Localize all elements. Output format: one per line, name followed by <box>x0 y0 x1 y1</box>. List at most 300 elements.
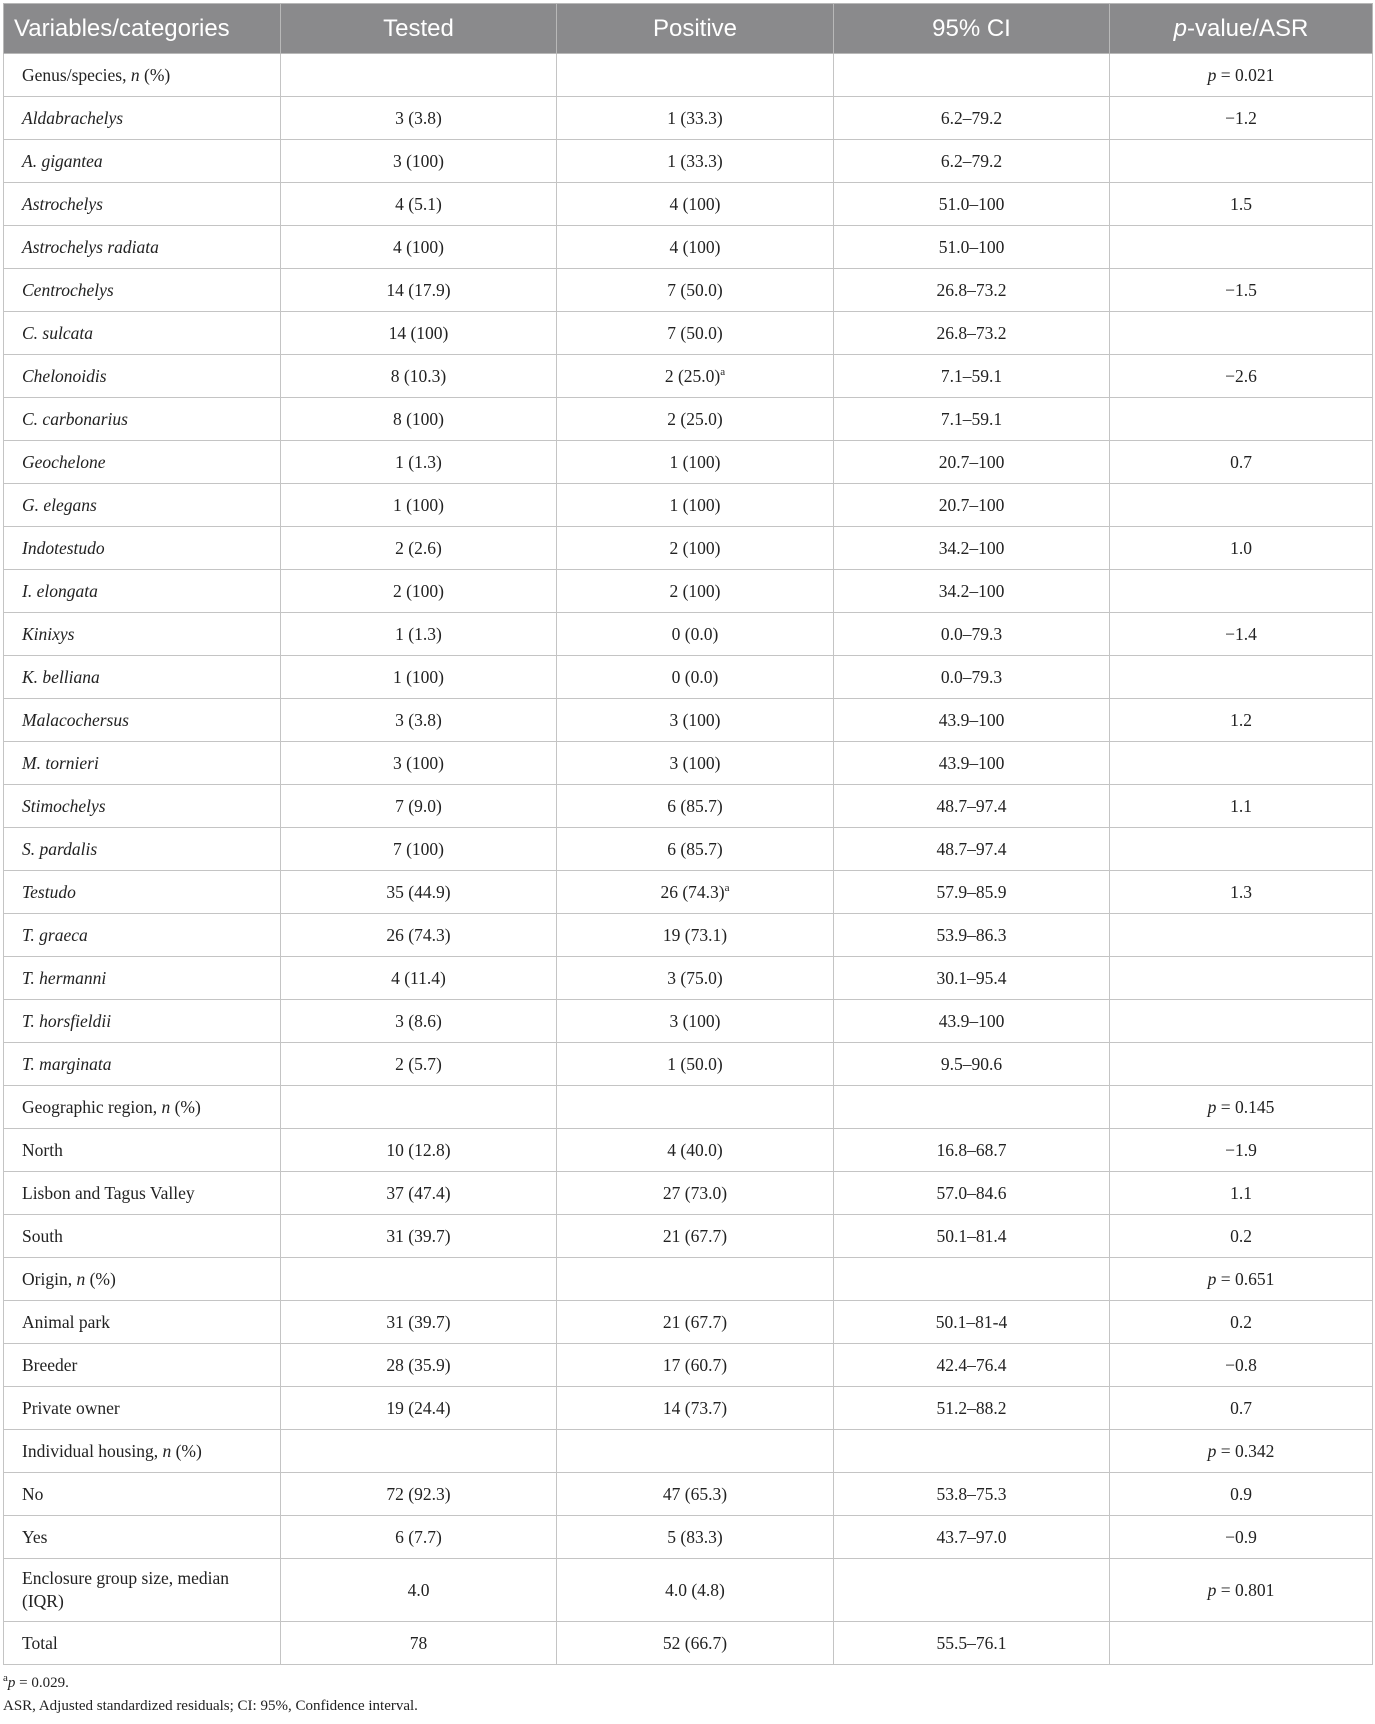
cell-ci: 53.8–75.3 <box>834 1473 1110 1516</box>
variable-unit: (%) <box>171 1440 202 1461</box>
cell-positive <box>557 441 834 484</box>
cell-pvalue <box>1110 570 1373 613</box>
cell-ci: 26.8–73.2 <box>834 312 1110 355</box>
cell-tested: 14 (17.9) <box>281 269 557 312</box>
results-table <box>3 3 1373 1665</box>
cell-variable <box>4 1559 281 1622</box>
cell-positive <box>557 527 834 570</box>
cell-positive <box>557 1344 834 1387</box>
table-row <box>4 1258 1373 1301</box>
cell-ci: 20.7–100 <box>834 441 1110 484</box>
cell-positive <box>557 828 834 871</box>
pvalue-value: −0.9 <box>1225 1526 1257 1547</box>
table-row <box>4 570 1373 613</box>
cell-tested: 2 (2.6) <box>281 527 557 570</box>
table-footnotes <box>3 1672 418 1718</box>
cell-positive <box>557 54 834 97</box>
positive-value: 2 (25.0) <box>664 365 721 386</box>
pvalue-value: 1.1 <box>1230 795 1252 816</box>
table-row <box>4 613 1373 656</box>
cell-variable <box>4 1258 281 1301</box>
table-row <box>4 54 1373 97</box>
pvalue-value: 0.7 <box>1230 451 1252 472</box>
cell-tested: 37 (47.4) <box>281 1172 557 1215</box>
cell-pvalue <box>1110 828 1373 871</box>
variable-label: T. horsfieldii <box>22 1010 112 1031</box>
cell-ci: 34.2–100 <box>834 527 1110 570</box>
pvalue-value: −1.2 <box>1225 107 1257 128</box>
pvalue-value: −1.5 <box>1225 279 1257 300</box>
cell-ci: 50.1–81-4 <box>834 1301 1110 1344</box>
cell-positive <box>557 140 834 183</box>
positive-value: 5 (83.3) <box>667 1526 723 1547</box>
pvalue-value: −1.4 <box>1225 623 1257 644</box>
cell-ci: 9.5–90.6 <box>834 1043 1110 1086</box>
cell-pvalue <box>1110 398 1373 441</box>
variable-label: Origin, <box>22 1268 77 1289</box>
cell-variable <box>4 140 281 183</box>
cell-pvalue <box>1110 1344 1373 1387</box>
p-letter: p <box>1207 1579 1217 1600</box>
cell-pvalue <box>1110 1129 1373 1172</box>
cell-positive <box>557 1086 834 1129</box>
cell-positive <box>557 312 834 355</box>
cell-positive <box>557 1430 834 1473</box>
cell-positive <box>557 1258 834 1301</box>
cell-positive <box>557 1215 834 1258</box>
cell-positive <box>557 226 834 269</box>
cell-positive <box>557 957 834 1000</box>
variable-label: C. sulcata <box>22 322 93 343</box>
cell-positive <box>557 1622 834 1665</box>
cell-tested: 6 (7.7) <box>281 1516 557 1559</box>
variable-label: Private owner <box>22 1397 120 1418</box>
table-row <box>4 1301 1373 1344</box>
cell-ci: 6.2–79.2 <box>834 140 1110 183</box>
cell-variable <box>4 871 281 914</box>
cell-variable <box>4 828 281 871</box>
variable-label: Stimochelys <box>22 795 106 816</box>
cell-tested: 1 (1.3) <box>281 613 557 656</box>
cell-variable <box>4 527 281 570</box>
cell-tested: 4 (100) <box>281 226 557 269</box>
cell-positive <box>557 1559 834 1622</box>
variable-label: Individual housing, <box>22 1440 163 1461</box>
cell-variable <box>4 742 281 785</box>
variable-label: Chelonoidis <box>22 365 107 386</box>
p-letter: p <box>1207 1440 1217 1461</box>
cell-pvalue <box>1110 785 1373 828</box>
cell-pvalue <box>1110 656 1373 699</box>
pvalue-value: 0.2 <box>1230 1225 1252 1246</box>
cell-ci: 7.1–59.1 <box>834 398 1110 441</box>
cell-tested: 26 (74.3) <box>281 914 557 957</box>
header-positive: Positive <box>557 4 834 54</box>
cell-pvalue <box>1110 742 1373 785</box>
cell-pvalue <box>1110 527 1373 570</box>
variable-label: T. hermanni <box>22 967 107 988</box>
positive-value: 3 (100) <box>669 752 721 773</box>
table-row <box>4 226 1373 269</box>
table-row <box>4 140 1373 183</box>
positive-value: 4 (100) <box>669 193 721 214</box>
variable-label: Testudo <box>22 881 76 902</box>
cell-positive <box>557 1043 834 1086</box>
positive-value: 3 (75.0) <box>667 967 723 988</box>
variable-unit: (%) <box>139 64 171 85</box>
cell-positive <box>557 1000 834 1043</box>
cell-tested: 7 (100) <box>281 828 557 871</box>
positive-value: 4.0 (4.8) <box>665 1579 725 1600</box>
positive-value: 21 (67.7) <box>662 1311 728 1332</box>
positive-value: 47 (65.3) <box>662 1483 728 1504</box>
cell-tested: 4.0 <box>281 1559 557 1622</box>
variable-label: K. belliana <box>22 666 100 687</box>
cell-pvalue <box>1110 355 1373 398</box>
cell-variable <box>4 355 281 398</box>
cell-pvalue <box>1110 269 1373 312</box>
variable-label: No <box>22 1483 44 1504</box>
cell-ci: 6.2–79.2 <box>834 97 1110 140</box>
cell-pvalue <box>1110 1258 1373 1301</box>
cell-positive <box>557 742 834 785</box>
cell-pvalue <box>1110 1086 1373 1129</box>
table-row <box>4 97 1373 140</box>
cell-tested: 8 (100) <box>281 398 557 441</box>
table-row <box>4 1215 1373 1258</box>
variable-label: Indotestudo <box>22 537 105 558</box>
positive-value: 4 (40.0) <box>667 1139 723 1160</box>
cell-pvalue <box>1110 226 1373 269</box>
cell-pvalue <box>1110 1559 1373 1622</box>
cell-pvalue <box>1110 914 1373 957</box>
pvalue-value: −2.6 <box>1225 365 1257 386</box>
cell-ci: 0.0–79.3 <box>834 656 1110 699</box>
positive-value: 1 (100) <box>669 451 721 472</box>
positive-value: 4 (100) <box>669 236 721 257</box>
header-ci: 95% CI <box>834 4 1110 54</box>
cell-pvalue <box>1110 1043 1373 1086</box>
positive-value: 0 (0.0) <box>671 666 719 687</box>
variable-label: G. elegans <box>22 494 97 515</box>
table-row <box>4 742 1373 785</box>
footnote-a-p: p <box>7 1675 16 1691</box>
pvalue-value: 0.2 <box>1230 1311 1252 1332</box>
cell-ci: 51.0–100 <box>834 183 1110 226</box>
cell-positive <box>557 1129 834 1172</box>
pvalue-value: = 0.651 <box>1216 1268 1275 1289</box>
cell-tested <box>281 1086 557 1129</box>
cell-ci: 20.7–100 <box>834 484 1110 527</box>
cell-positive <box>557 871 834 914</box>
table-row <box>4 398 1373 441</box>
variable-label: A. gigantea <box>22 150 103 171</box>
cell-tested: 3 (100) <box>281 140 557 183</box>
cell-ci <box>834 1559 1110 1622</box>
cell-ci: 26.8–73.2 <box>834 269 1110 312</box>
positive-value: 6 (85.7) <box>667 795 723 816</box>
positive-value: 2 (100) <box>669 537 721 558</box>
positive-value: 14 (73.7) <box>662 1397 728 1418</box>
table-header-row <box>4 4 1373 54</box>
variable-label: Lisbon and Tagus Valley <box>22 1182 195 1203</box>
variable-label: North <box>22 1139 63 1160</box>
cell-positive <box>557 1301 834 1344</box>
variable-label: Yes <box>22 1526 48 1547</box>
cell-tested <box>281 54 557 97</box>
cell-variable <box>4 1129 281 1172</box>
table-row <box>4 871 1373 914</box>
positive-value: 0 (0.0) <box>671 623 719 644</box>
positive-value: 3 (100) <box>669 1010 721 1031</box>
pvalue-value: = 0.801 <box>1216 1579 1275 1600</box>
table-row <box>4 1000 1373 1043</box>
cell-variable <box>4 1516 281 1559</box>
cell-pvalue <box>1110 183 1373 226</box>
cell-ci: 48.7–97.4 <box>834 785 1110 828</box>
table-row <box>4 828 1373 871</box>
cell-ci <box>834 1430 1110 1473</box>
cell-pvalue <box>1110 1387 1373 1430</box>
cell-positive <box>557 570 834 613</box>
cell-variable <box>4 1622 281 1665</box>
cell-tested <box>281 1430 557 1473</box>
cell-pvalue <box>1110 699 1373 742</box>
cell-variable <box>4 785 281 828</box>
variable-unit: (%) <box>85 1268 116 1289</box>
variable-label: Geographic region, <box>22 1096 162 1117</box>
cell-positive <box>557 269 834 312</box>
variable-label: Total <box>22 1632 58 1653</box>
variable-label: Geochelone <box>22 451 106 472</box>
cell-ci: 57.0–84.6 <box>834 1172 1110 1215</box>
table-row <box>4 484 1373 527</box>
table-row <box>4 1473 1373 1516</box>
cell-ci: 51.0–100 <box>834 226 1110 269</box>
cell-ci: 43.9–100 <box>834 1000 1110 1043</box>
cell-tested: 31 (39.7) <box>281 1215 557 1258</box>
cell-positive <box>557 484 834 527</box>
table-row <box>4 1430 1373 1473</box>
cell-pvalue <box>1110 1172 1373 1215</box>
variable-label: M. tornieri <box>22 752 99 773</box>
table-row <box>4 183 1373 226</box>
cell-pvalue <box>1110 1000 1373 1043</box>
positive-value: 26 (74.3) <box>660 881 725 902</box>
p-letter: p <box>1207 64 1217 85</box>
cell-tested: 28 (35.9) <box>281 1344 557 1387</box>
pvalue-value: 1.5 <box>1230 193 1252 214</box>
cell-ci: 0.0–79.3 <box>834 613 1110 656</box>
cell-pvalue <box>1110 1215 1373 1258</box>
cell-positive <box>557 355 834 398</box>
variable-label: Kinixys <box>22 623 75 644</box>
pvalue-value: = 0.145 <box>1216 1096 1275 1117</box>
cell-positive <box>557 914 834 957</box>
pvalue-value: 1.1 <box>1230 1182 1252 1203</box>
cell-ci: 53.9–86.3 <box>834 914 1110 957</box>
cell-tested: 3 (3.8) <box>281 97 557 140</box>
cell-ci: 42.4–76.4 <box>834 1344 1110 1387</box>
cell-variable <box>4 312 281 355</box>
variable-label: C. carbonarius <box>22 408 128 429</box>
cell-variable <box>4 699 281 742</box>
table-row <box>4 699 1373 742</box>
cell-positive <box>557 656 834 699</box>
cell-tested: 1 (1.3) <box>281 441 557 484</box>
cell-ci: 43.9–100 <box>834 699 1110 742</box>
cell-pvalue <box>1110 957 1373 1000</box>
cell-pvalue <box>1110 1622 1373 1665</box>
cell-pvalue <box>1110 613 1373 656</box>
positive-value: 17 (60.7) <box>662 1354 728 1375</box>
variable-label: South <box>22 1225 63 1246</box>
table-row <box>4 656 1373 699</box>
cell-variable <box>4 1430 281 1473</box>
cell-tested: 78 <box>281 1622 557 1665</box>
cell-tested: 10 (12.8) <box>281 1129 557 1172</box>
cell-pvalue <box>1110 54 1373 97</box>
table-row <box>4 1559 1373 1622</box>
footnote-abbreviations: ASR, Adjusted standardized residuals; CI: 95%, Confidence interval. <box>3 1698 418 1714</box>
table-row <box>4 1043 1373 1086</box>
cell-tested: 3 (100) <box>281 742 557 785</box>
cell-variable <box>4 1000 281 1043</box>
variable-n: n <box>76 1268 86 1289</box>
cell-variable <box>4 398 281 441</box>
header-variables: Variables/categories <box>4 4 281 54</box>
header-pvalue <box>1110 4 1373 54</box>
pvalue-value: 1.2 <box>1230 709 1252 730</box>
header-tested: Tested <box>281 4 557 54</box>
variable-label: T. marginata <box>22 1053 112 1074</box>
table-row <box>4 355 1373 398</box>
positive-value: 52 (66.7) <box>662 1632 728 1653</box>
cell-ci: 30.1–95.4 <box>834 957 1110 1000</box>
cell-positive <box>557 699 834 742</box>
cell-ci: 43.7–97.0 <box>834 1516 1110 1559</box>
cell-variable <box>4 441 281 484</box>
cell-tested: 1 (100) <box>281 484 557 527</box>
cell-ci <box>834 1258 1110 1301</box>
cell-ci <box>834 54 1110 97</box>
footnote-a-text: = 0.029. <box>15 1675 69 1691</box>
cell-variable <box>4 269 281 312</box>
positive-value: 1 (33.3) <box>667 107 723 128</box>
cell-variable <box>4 484 281 527</box>
cell-tested: 3 (3.8) <box>281 699 557 742</box>
cell-tested: 3 (8.6) <box>281 1000 557 1043</box>
cell-variable <box>4 656 281 699</box>
cell-ci: 57.9–85.9 <box>834 871 1110 914</box>
table-row <box>4 1344 1373 1387</box>
cell-pvalue <box>1110 1473 1373 1516</box>
variable-label: Genus/species, <box>22 64 131 85</box>
positive-value: 2 (25.0) <box>667 408 723 429</box>
cell-variable <box>4 1387 281 1430</box>
cell-variable <box>4 1215 281 1258</box>
cell-variable <box>4 914 281 957</box>
p-letter: p <box>1207 1096 1217 1117</box>
pvalue-value: = 0.021 <box>1216 64 1275 85</box>
cell-variable <box>4 54 281 97</box>
positive-value: 7 (50.0) <box>667 322 723 343</box>
pvalue-value: = 0.342 <box>1216 1440 1275 1461</box>
cell-positive <box>557 1473 834 1516</box>
variable-label: Astrochelys radiata <box>22 236 159 257</box>
positive-value: 3 (100) <box>669 709 721 730</box>
cell-variable <box>4 183 281 226</box>
cell-ci: 55.5–76.1 <box>834 1622 1110 1665</box>
cell-ci: 34.2–100 <box>834 570 1110 613</box>
cell-ci <box>834 1086 1110 1129</box>
cell-pvalue <box>1110 97 1373 140</box>
positive-value: 6 (85.7) <box>667 838 723 859</box>
variable-label: Enclosure group size, median (IQR) <box>22 1568 230 1611</box>
variable-n: n <box>130 64 140 85</box>
variable-label: T. graeca <box>22 924 88 945</box>
table-row <box>4 527 1373 570</box>
variable-label: S. pardalis <box>22 838 98 859</box>
table-row <box>4 441 1373 484</box>
cell-pvalue <box>1110 871 1373 914</box>
positive-value: 1 (50.0) <box>667 1053 723 1074</box>
table-row <box>4 1172 1373 1215</box>
cell-tested: 4 (5.1) <box>281 183 557 226</box>
cell-positive <box>557 1516 834 1559</box>
cell-ci: 16.8–68.7 <box>834 1129 1110 1172</box>
positive-value: 21 (67.7) <box>662 1225 728 1246</box>
table-row <box>4 1387 1373 1430</box>
cell-positive <box>557 97 834 140</box>
positive-value: 1 (100) <box>669 494 721 515</box>
cell-positive <box>557 183 834 226</box>
cell-tested: 35 (44.9) <box>281 871 557 914</box>
variable-label: I. elongata <box>22 580 98 601</box>
variable-label: Malacochersus <box>22 709 129 730</box>
cell-pvalue <box>1110 1301 1373 1344</box>
variable-n: n <box>161 1096 171 1117</box>
cell-variable <box>4 226 281 269</box>
cell-tested: 4 (11.4) <box>281 957 557 1000</box>
cell-variable <box>4 1043 281 1086</box>
table-row <box>4 1129 1373 1172</box>
variable-label: Breeder <box>22 1354 78 1375</box>
cell-tested: 19 (24.4) <box>281 1387 557 1430</box>
cell-variable <box>4 1473 281 1516</box>
variable-label: Astrochelys <box>22 193 103 214</box>
pvalue-value: 1.0 <box>1230 537 1252 558</box>
cell-pvalue <box>1110 484 1373 527</box>
cell-pvalue <box>1110 441 1373 484</box>
pvalue-value: −1.9 <box>1225 1139 1257 1160</box>
table-row <box>4 269 1373 312</box>
table-row <box>4 785 1373 828</box>
positive-value: 19 (73.1) <box>662 924 728 945</box>
positive-value: 27 (73.0) <box>662 1182 728 1203</box>
footnote-marker: a <box>720 365 726 378</box>
cell-pvalue <box>1110 1516 1373 1559</box>
cell-variable <box>4 1301 281 1344</box>
table-row <box>4 1622 1373 1665</box>
cell-ci: 51.2–88.2 <box>834 1387 1110 1430</box>
table-row <box>4 957 1373 1000</box>
footnote-a <box>3 1672 418 1695</box>
cell-ci: 43.9–100 <box>834 742 1110 785</box>
cell-positive <box>557 1387 834 1430</box>
cell-ci: 50.1–81.4 <box>834 1215 1110 1258</box>
cell-tested: 7 (9.0) <box>281 785 557 828</box>
